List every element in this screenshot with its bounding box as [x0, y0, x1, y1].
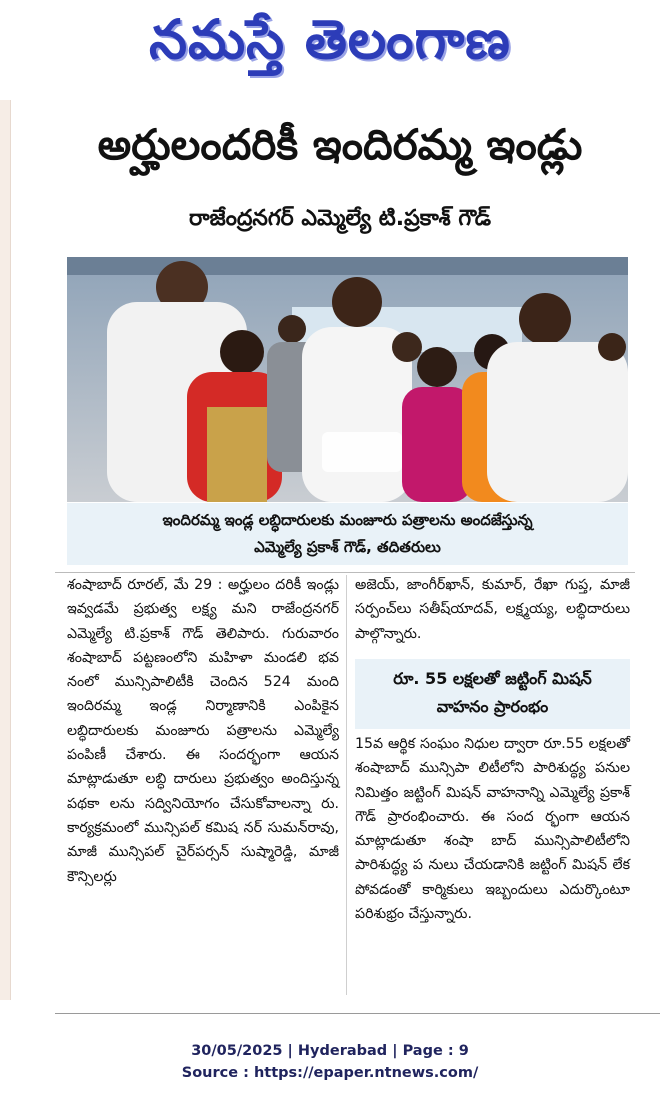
footer [0, 1040, 660, 1084]
article-body-right-column-lower [355, 732, 630, 926]
footer-source-link[interactable]: Source : https://epaper.ntnews.com/ [181, 1065, 479, 1081]
body-paragraph: శంషాబాద్ రూరల్, మే 29 : అర్హులం దరికీ ఇండ్లు ఇవ్వడమే ప్రభుత్వ లక్ష్య మని రాజేంద్రనగర్ ఎమ్మెల్యే టి.ప్రకాశ్ గౌడ్ తెలిపారు. గురువారం శంషాబాద్ పట్టణంలోని మహిళా మండలి భవ నంలో మున్సిపాలిటీకి చెందిన 524 మంది ఇందిరమ్మ ఇండ్ల నిర్మాణానికి ఎంపికైన లబ్ధిదారులకు మంజూరు పత్రాలను ఎమ్మెల్యే పంపిణీ చేశారు. ఈ సందర్భంగా ఆయన మాట్లాడుతూ లబ్ధి దారులు ప్రభుత్వం అందిస్తున్న పథకా లను సద్వినియోగం చేసుకోవాలన్నా రు. కార్యక్రమంలో మున్సిపల్ కమిష నర్ సుమన్‌రావు, మాజీ మున్సిపల్ చైర్‌పర్సన్ సుష్మారెడ్డి, మాజీ కౌన్సిలర్లు [67, 577, 339, 885]
subheading-box [355, 659, 630, 729]
article-subheadline: రాజేంద్రనగర్ ఎమ్మెల్యే టి.ప్రకాశ్ గౌడ్ [189, 206, 491, 231]
article-body-right-column [355, 573, 630, 646]
photo-caption-line1: ఇందిరమ్మ ఇండ్ల లబ్ధిదారులకు మంజూరు పత్రాలను అందజేస్తున్న [162, 511, 533, 529]
body-paragraph: 15వ ఆర్థిక సంఘం నిధుల ద్వారా రూ.55 లక్షలతో శంషాబాద్ మున్సిపా లిటీలోని పారిశుద్ధ్య పనుల నిమిత్తం జట్టింగ్ మిషన్ వాహనాన్ని ఎమ్మెల్యే ప్రకాశ్ గౌడ్ ప్రారంభించారు. ఈ సంద ర్భంగా ఆయన మాట్లాడుతూ శంషా బాద్ మున్సిపాలిటీలోని పారిశుద్ధ్య ప నులు చేయడానికి జట్టింగ్ మిషన్ లేక పోవడంతో కార్మికులు ఇబ్బందులు ఎదుర్కొంటూ పరిశుభ్రం చేస్తున్నారు. [355, 736, 630, 923]
photo-illustration [67, 257, 628, 502]
article-body-left-column [67, 573, 339, 889]
column-divider [346, 575, 347, 995]
photo-caption [67, 503, 628, 565]
body-paragraph: అజెయ్, జాంగీర్‌ఖాన్, కుమార్, రేఖా గుప్త, మాజీ సర్పంచ్‌లు సతీష్‌యాదవ్, లక్ష్మయ్య, లబ్ధిదారులు పాల్గొన్నారు. [355, 577, 630, 642]
photo-caption-line2: ఎమ్మెల్యే ప్రకాశ్ గౌడ్, తదితరులు [254, 538, 441, 556]
page-margin-strip [0, 100, 11, 1000]
footer-divider [55, 1013, 660, 1014]
newspaper-logo: నమస్తే తెలంగాణ [149, 7, 511, 71]
article-photo [67, 257, 628, 502]
article-headline: అర్హులందరికీ ఇందిరమ్మ ఇండ్లు [97, 120, 583, 169]
masthead [0, 0, 660, 92]
footer-date-edition-page: 30/05/2025 | Hyderabad | Page : 9 [191, 1043, 469, 1059]
subheading-line1: రూ. 55 లక్షలతో జట్టింగ్ మిషన్ [393, 669, 592, 688]
subheading-line2: వాహనం ప్రారంభం [436, 697, 549, 716]
